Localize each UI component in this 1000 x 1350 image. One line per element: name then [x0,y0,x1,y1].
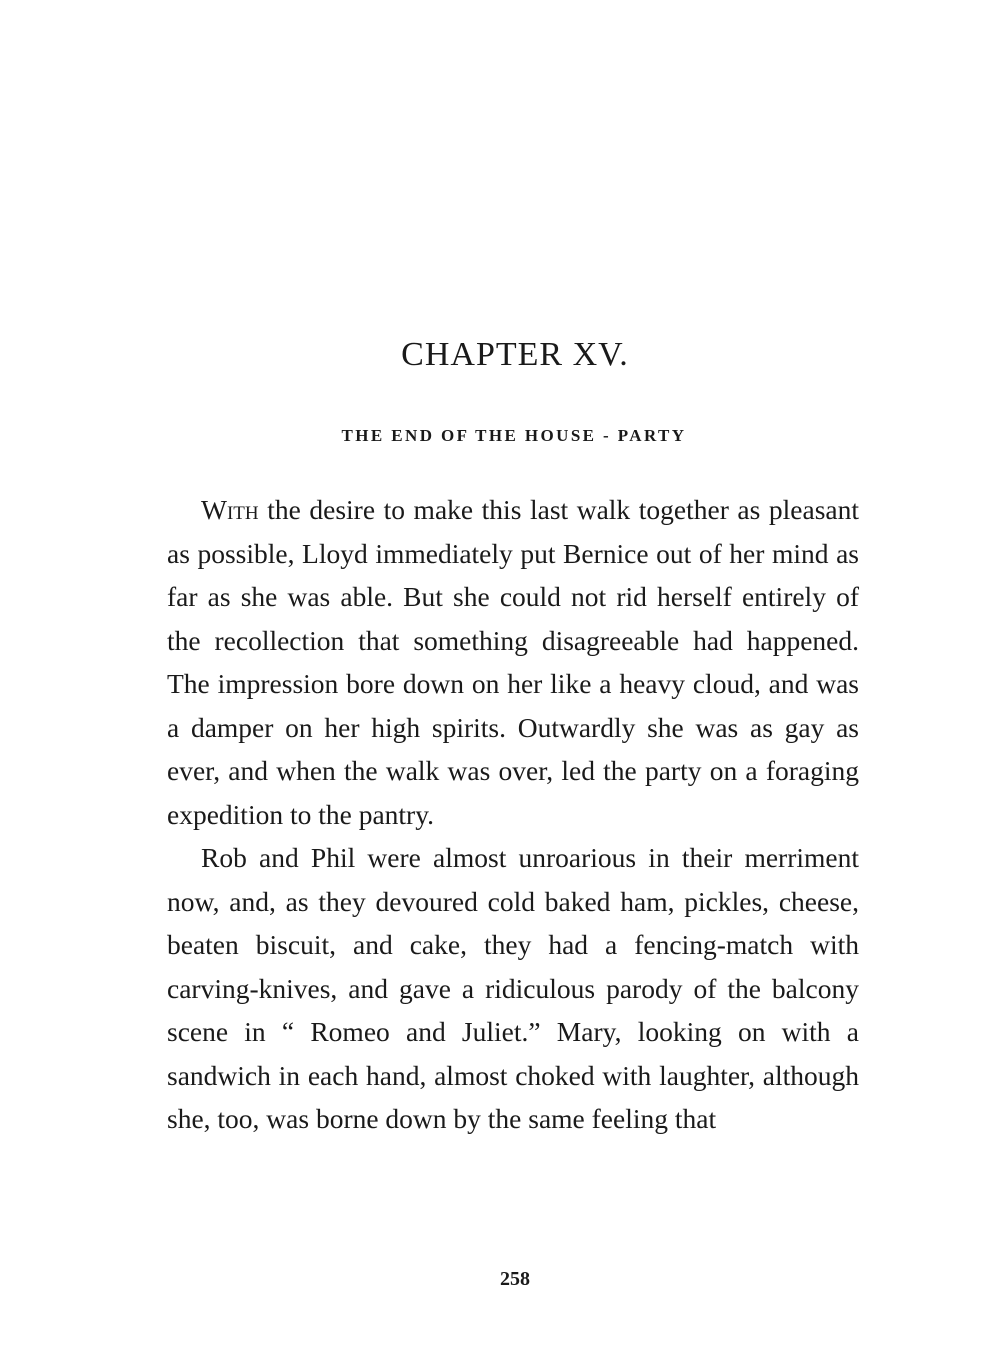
paragraph-1 [167,488,859,836]
paragraph-2-text: Rob and Phil were almost unroarious in their merriment now, and, as they devoured cold baked ham, pickles, cheese, beaten biscuit, and cake, they had a fencing-match with carving-knives, and gave a ridiculous parody of the balcony scene in “ Romeo and Juliet.” Mary, looking on with a sandwich in each hand, almost choked with laughter, although she, too, was borne down by the same feeling that [167,842,859,1134]
paragraph-1-text: the desire to make this last walk together as pleasant as possible, Lloyd immediately put Bernice out of her mind as far as she was able. But she could not rid herself entirely of the recollection that something disagreeable had happened. The impression bore down on her like a heavy cloud, and was a damper on her high spirits. Outwardly she was as gay as ever, and when the walk was over, led the party on a foraging expedition to the pantry. [167,494,859,830]
chapter-subtitle: THE END OF THE HOUSE - PARTY [341,426,687,445]
drop-lead-word: With [201,494,259,525]
page-number: 258 [500,1268,530,1290]
chapter-heading: CHAPTER XV. [401,336,629,373]
body-text [167,488,859,1141]
paragraph-2 [167,836,859,1141]
